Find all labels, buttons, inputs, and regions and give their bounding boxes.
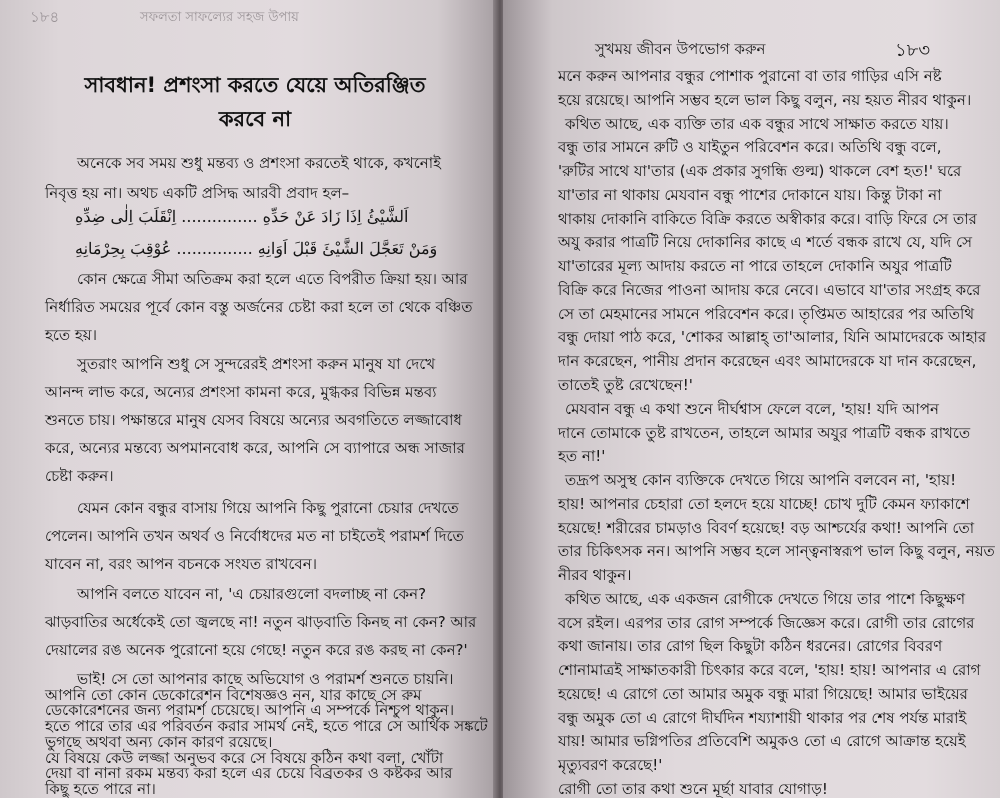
left-line: ভুগছে অথবা অন্য কোন কারণ রয়েছে। <box>45 732 273 751</box>
section-heading-line-2: করবে না <box>218 107 292 131</box>
right-page-number: ১৮৩ <box>895 40 931 61</box>
left-line: দেয়ালের রঙ অনেক পুরোনো হয়ে গেছে! নতুন করে রঙ করছ না কেন?' <box>45 641 468 659</box>
right-line: বন্ধু অমুক তো এ রোগে দীর্ঘদিন শয্যাশায়ী থাকার পর শেষ পর্যন্ত মারাই <box>558 708 967 727</box>
left-line: আপনি তো কোন ডেকোরেশন বিশেষজ্ঞও নন, যার কাছে সে রুম <box>45 685 422 704</box>
left-line: ডেকোরেশনের জন্য পরামর্শ চেয়েছে। আপনি এ সম্পর্কে নিশ্চুপ থাকুন। <box>45 701 455 720</box>
right-line: হয়ে রয়েছে। আপনি সম্ভব হলে ভাল কিছু বলুন, নয় হয়ত নীরব থাকুন। <box>558 90 972 109</box>
right-line: বন্ধু তার সামনে রুটি ও যাইতুন পরিবেশন করে। অতিথি বন্ধু বলে, <box>558 138 942 157</box>
right-line: সে তা মেহমানের সামনে পরিবেশন করে। তৃপ্তিমত আহারের পর অতিথি <box>558 304 975 323</box>
left-line: আনন্দ লাভ করে, অন্যের প্রশংসা কামনা করে, মুগ্ধকর বিভিন্ন মন্তব্য <box>45 383 437 401</box>
left-line: ভাই! সে তো আপনার কাছে অভিযোগ ও পরামর্শ শুনতে চায়নি। <box>77 670 454 688</box>
left-page-number: ১৮৪ <box>30 8 60 26</box>
right-page <box>503 0 1000 798</box>
left-line: আপনি বলতে যাবেন না, 'এ চেয়ারগুলো বদলাচ্ছ না কেন? <box>77 585 427 603</box>
arabic-proverb-2: وَمَنْ تَعَجَّلَ الشَّيْئَ قَبْلَ اَوَانِهِ ............... عُوْقِبَ بِحِرْمَانِهِ <box>75 239 438 258</box>
right-line: কথিত আছে, এক একজন রোগীকে দেখতে গিয়ে তার পাশে কিছুক্ষণ <box>565 589 966 608</box>
right-line: নীরব থাকুন। <box>558 566 632 585</box>
right-line: দান করেছেন, পানীয় প্রদান করেছেন এবং আমাদেরকে যা দান করেছেন, <box>558 352 977 371</box>
right-line: হয়েছে! এ রোগে তো আমার অমুক বন্ধু মারা গিয়েছে! আমার ভাইয়ের <box>558 684 968 703</box>
right-line: হত না!' <box>558 447 606 466</box>
left-line: নির্ধারিত সময়ের পূর্বে কোন বস্তু অর্জনের চেষ্টা করা হলে তা থেকে বঞ্চিত <box>45 298 473 316</box>
left-line: যেমন কোন বন্ধুর বাসায় গিয়ে আপনি কিছু পুরানো চেয়ার দেখতে <box>77 499 459 517</box>
left-line: হতে হয়। <box>45 326 98 344</box>
left-line: অনেকে সব সময় শুধু মন্তব্য ও প্রশংসা করতেই থাকে, কখনোই <box>77 154 441 172</box>
left-line: দেয়া বা নানা রকম মন্তব্য করা হলে এর চেয়ে বিব্রতকর ও কষ্টকর আর <box>45 764 453 783</box>
right-line: মনে করুন আপনার বন্ধুর পোশাক পুরানো বা তার গাড়ির এসি নষ্ট <box>558 67 942 85</box>
left-line: পেলেন। আপনি তখন অথর্ব ও নির্বোধদের মত না চাইতেই পরামর্শ দিতে <box>45 527 464 545</box>
left-line: হতে পারে তার এর পরিবর্তন করার সামর্থ নেই, হতে পারে সে আর্থিক সঙ্কটে <box>45 717 488 736</box>
right-line: যা'তার না থাকায় মেযবান বন্ধু পাশের দোকানে যায়। কিন্তু টাকা না <box>558 185 942 204</box>
right-line: তাতেই তুষ্ট রেখেছেন!' <box>558 375 693 394</box>
left-line: যাবেন না, বরং আপন বচনকে সংযত রাখবেন। <box>45 555 318 573</box>
right-line: থাকায় দোকানি বাকিতে বিক্রি করতে অস্বীকার করে। বাড়ি ফিরে সে তার <box>558 209 977 228</box>
right-line: মেযবান বন্ধু এ কথা শুনে দীর্ঘশ্বাস ফেলে বলে, 'হায়! যদি আপন <box>565 399 939 418</box>
left-line: কোন ক্ষেত্রে সীমা অতিক্রম করা হলে এতে বিপরীত ক্রিয়া হয়। আর <box>77 270 468 288</box>
right-line: রোগী তো তার কথা শুনে মূর্ছা যাবার যোগাড়! <box>558 780 828 798</box>
right-line: মৃত্যুবরণ করেছে!' <box>558 756 663 775</box>
left-line: যে বিষয়ে কেউ লজ্জা অনুভব করে সে বিষয়ে কঠিন কথা বলা, খোঁটা <box>45 748 444 767</box>
right-line: বসে রইল। এরপর তার রোগ সম্পর্কে জিজ্ঞেস করে। রোগী তার রোগের <box>558 613 975 632</box>
left-line: নিবৃত্ত হয় না। অথচ একটি প্রসিদ্ধ আরবী প্রবাদ হল– <box>45 184 350 202</box>
left-running-head: সফলতা সাফল্যের সহজ উপায় <box>140 10 299 25</box>
right-line: তার চিকিৎসক নন। আপনি সম্ভব হলে সান্ত্বনাস্বরূপ ভাল কিছু বলুন, নয়ত <box>558 542 995 561</box>
left-line: শুনতে চায়। পক্ষান্তরে মানুষ যেসব বিষয়ে অন্যের অবগতিতে লজ্জাবোধ <box>45 411 462 429</box>
right-line: কথিত আছে, এক ব্যক্তি তার এক বন্ধুর সাথে সাক্ষাত করতে যায়। <box>565 114 949 133</box>
right-line: কথা জানায়। তার রোগ ছিল কিছুটা কঠিন ধরনের। রোগের বিবরণ <box>558 637 943 656</box>
left-line: সুতরাং আপনি শুধু সে সুন্দরেরই প্রশংসা করুন মানুষ যা দেখে <box>77 355 436 373</box>
right-line: হায়! আপনার চেহারা তো হলদে হয়ে যাচ্ছে! চোখ দুটি কেমন ফ্যাকাশে <box>558 494 970 513</box>
right-line: যায়! আমার ভগ্নিপতির প্রতিবেশি অমুকও তো এ রোগে আক্রান্ত হয়েই <box>558 732 966 751</box>
right-line: অযু করার পাত্রটি নিয়ে দোকানির কাছে এ শর্তে বন্ধক রাখে যে, যদি সে <box>558 233 973 252</box>
right-line: তদ্রূপ অসুস্থ কোন ব্যক্তিকে দেখতে গিয়ে আপনি বলবেন না, 'হায়! <box>565 471 957 490</box>
arabic-proverb-1: اَلشَّيْئُ اِذَا زَادَ عَنْ حَدِّهِ ............... اِنْقَلَبَ اِلٰى ضِدِّهِ <box>75 207 409 226</box>
left-line: চেষ্টা করুন। <box>45 467 114 485</box>
left-line: ঝাড়বাতির অর্ধেকেই তো জ্বলছে না! নতুন ঝাড়বাতি কিনছ না কেন? আর <box>45 613 477 631</box>
right-line: বিক্রি করে নিজের পাওনা আদায় করে নেবে। এভাবে যা'তার সংগ্রহ করে <box>558 280 981 299</box>
right-line: হয়েছে! শরীরের চামড়াও বিবর্ণ হয়েছে! বড় আশ্চর্যের কথা! আপনি তো <box>558 518 975 537</box>
right-running-head: সুখময় জীবন উপভোগ করুন <box>595 40 766 58</box>
right-line: বন্ধু দোয়া পাঠ করে, 'শোকর আল্লাহ্ তা'আলার, যিনি আমাদেরকে আহার <box>558 328 987 347</box>
right-line: 'রুটির সাথে যা'তার (এক প্রকার সুগন্ধি গুল্ম) থাকলে বেশ হত!' ঘরে <box>558 162 962 181</box>
right-line: যা'তারের মূল্য আদায় করতে না পারে তাহলে দোকানি অযুর পাত্রটি <box>558 257 952 276</box>
left-page <box>0 0 497 798</box>
section-heading-line-1: সাবধান! প্রশংসা করতে যেয়ে অতিরঞ্জিত <box>84 73 426 97</box>
right-line: শোনামাত্রই সাক্ষাতকারী চিৎকার করে বলে, 'হায়! হায়! আপনার এ রোগ <box>558 661 981 680</box>
right-line: দানে তোমাকে তুষ্ট রাখতেন, তাহলে আমার অযুর পাত্রটি বন্ধক রাখতে <box>558 423 971 442</box>
left-line: করে, অন্যের মন্তব্যে অপমানবোধ করে, আপনি সে ব্যাপারে অন্ধ সাজার <box>45 439 465 457</box>
left-line: কিছু হতে পারে না। <box>45 780 156 798</box>
